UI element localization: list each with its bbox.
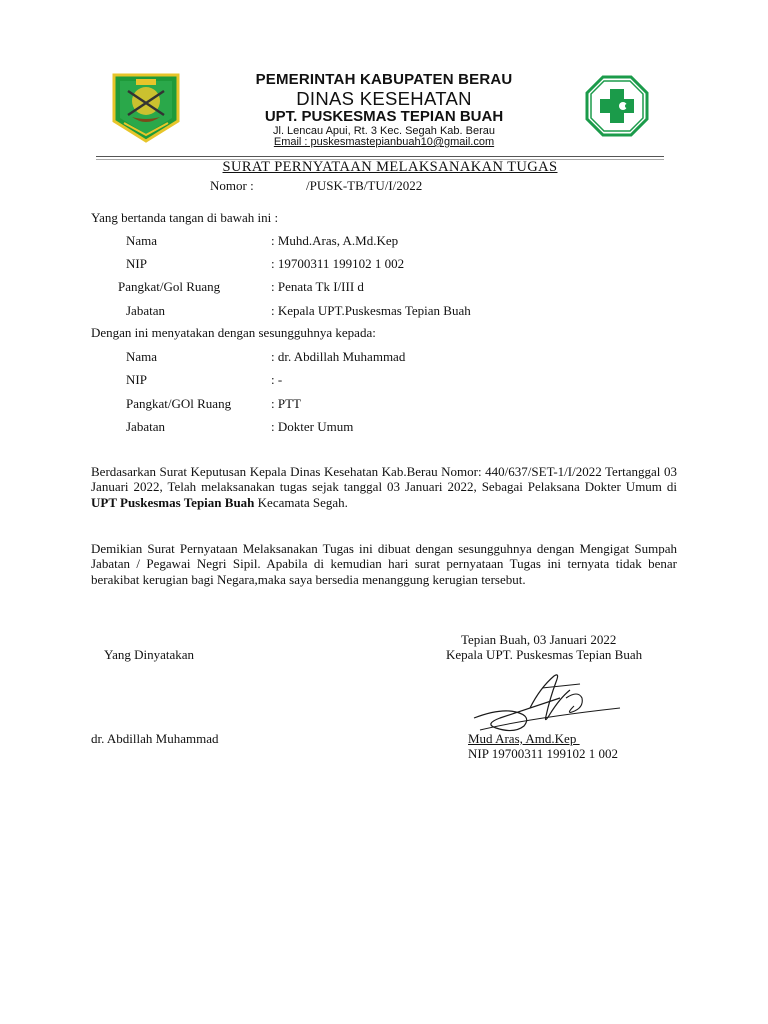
left-signatory-label: Yang Dinyatakan <box>104 647 195 662</box>
letterhead-email[interactable]: Email : puskesmastepianbuah10@gmail.com <box>273 136 495 148</box>
signer-nip-label: NIP <box>126 256 147 271</box>
subject-name-label: Nama <box>126 349 158 364</box>
subject-nip-value: : - <box>271 372 283 387</box>
subject-rank-label: Pangkat/GOl Ruang <box>126 396 232 411</box>
left-signatory-name: dr. Abdillah Muhammad <box>91 731 219 746</box>
nomor-label: Nomor : <box>210 178 254 193</box>
place-date: Tepian Buah, 03 Januari 2022 <box>461 632 617 647</box>
letterhead-divider <box>96 156 664 157</box>
closing-paragraph: Demikian Surat Pernyataan Melaksanakan Tugas ini dibuat dengan sesungguhnya dengan Mengigat Sumpah Jabatan / Pegawai Negri Sipil. Apabila di kemudian hari surat pernyataan Tugas ini ternyata tidak benar berakibat kerugian bagi Negara,maka saya bersedia menanggung kerugian tersebut. <box>91 541 677 587</box>
letterhead-government: PEMERINTAH KABUPATEN BERAU <box>255 71 513 88</box>
subject-position-value: : Dokter Umum <box>271 419 354 434</box>
intro2-text: Dengan ini menyatakan dengan sesungguhnya kepada: <box>91 325 376 340</box>
right-signatory-name: Mud Aras, Amd.Kep <box>468 731 580 746</box>
letterhead-department: DINAS KESEHATAN <box>296 88 472 109</box>
signer-rank-value: : Penata Tk I/III d <box>271 279 364 294</box>
right-signatory-label: Kepala UPT. Puskesmas Tepian Buah <box>446 647 643 662</box>
handwritten-signature <box>470 668 630 740</box>
letterhead-address: Jl. Lencau Apui, Rt. 3 Kec. Segah Kab. Berau <box>273 125 495 137</box>
right-signatory-nip: NIP 19700311 199102 1 002 <box>468 746 618 761</box>
signer-rank-label: Pangkat/Gol Ruang <box>118 279 221 294</box>
subject-nip-label: NIP <box>126 372 147 387</box>
signer-name-label: Nama <box>126 233 158 248</box>
signer-nip-value: : 19700311 199102 1 002 <box>271 256 405 271</box>
letterhead-institution: UPT. PUSKESMAS TEPIAN BUAH <box>264 108 504 125</box>
institution-bold: UPT Puskesmas Tepian Buah <box>91 494 255 510</box>
document-title: SURAT PERNYATAAN MELAKSANAKAN TUGAS <box>222 159 558 175</box>
signer-name-value: : Muhd.Aras, A.Md.Kep <box>271 233 399 248</box>
nomor-value: /PUSK-TB/TU/I/2022 <box>306 178 423 193</box>
subject-position-label: Jabatan <box>126 419 165 434</box>
decree-paragraph: Berdasarkan Surat Keputusan Kepala Dinas Kesehatan Kab.Berau Nomor: 440/637/SET-1/I/2022 Tertanggal 03 Januari 2022, Telah melaksanakan tugas sejak tanggal 03 Januari 2022, Sebagai Pelaksana Dokter Umum di UPT Puskesmas Tepian Buah Kecamata Segah. <box>91 464 677 510</box>
signer-position-value: : Kepala UPT.Puskesmas Tepian Buah <box>271 303 471 318</box>
intro-text: Yang bertanda tangan di bawah ini : <box>91 210 279 225</box>
signer-position-label: Jabatan <box>126 303 165 318</box>
subject-name-value: : dr. Abdillah Muhammad <box>271 349 406 364</box>
subject-rank-value: : PTT <box>271 396 301 411</box>
